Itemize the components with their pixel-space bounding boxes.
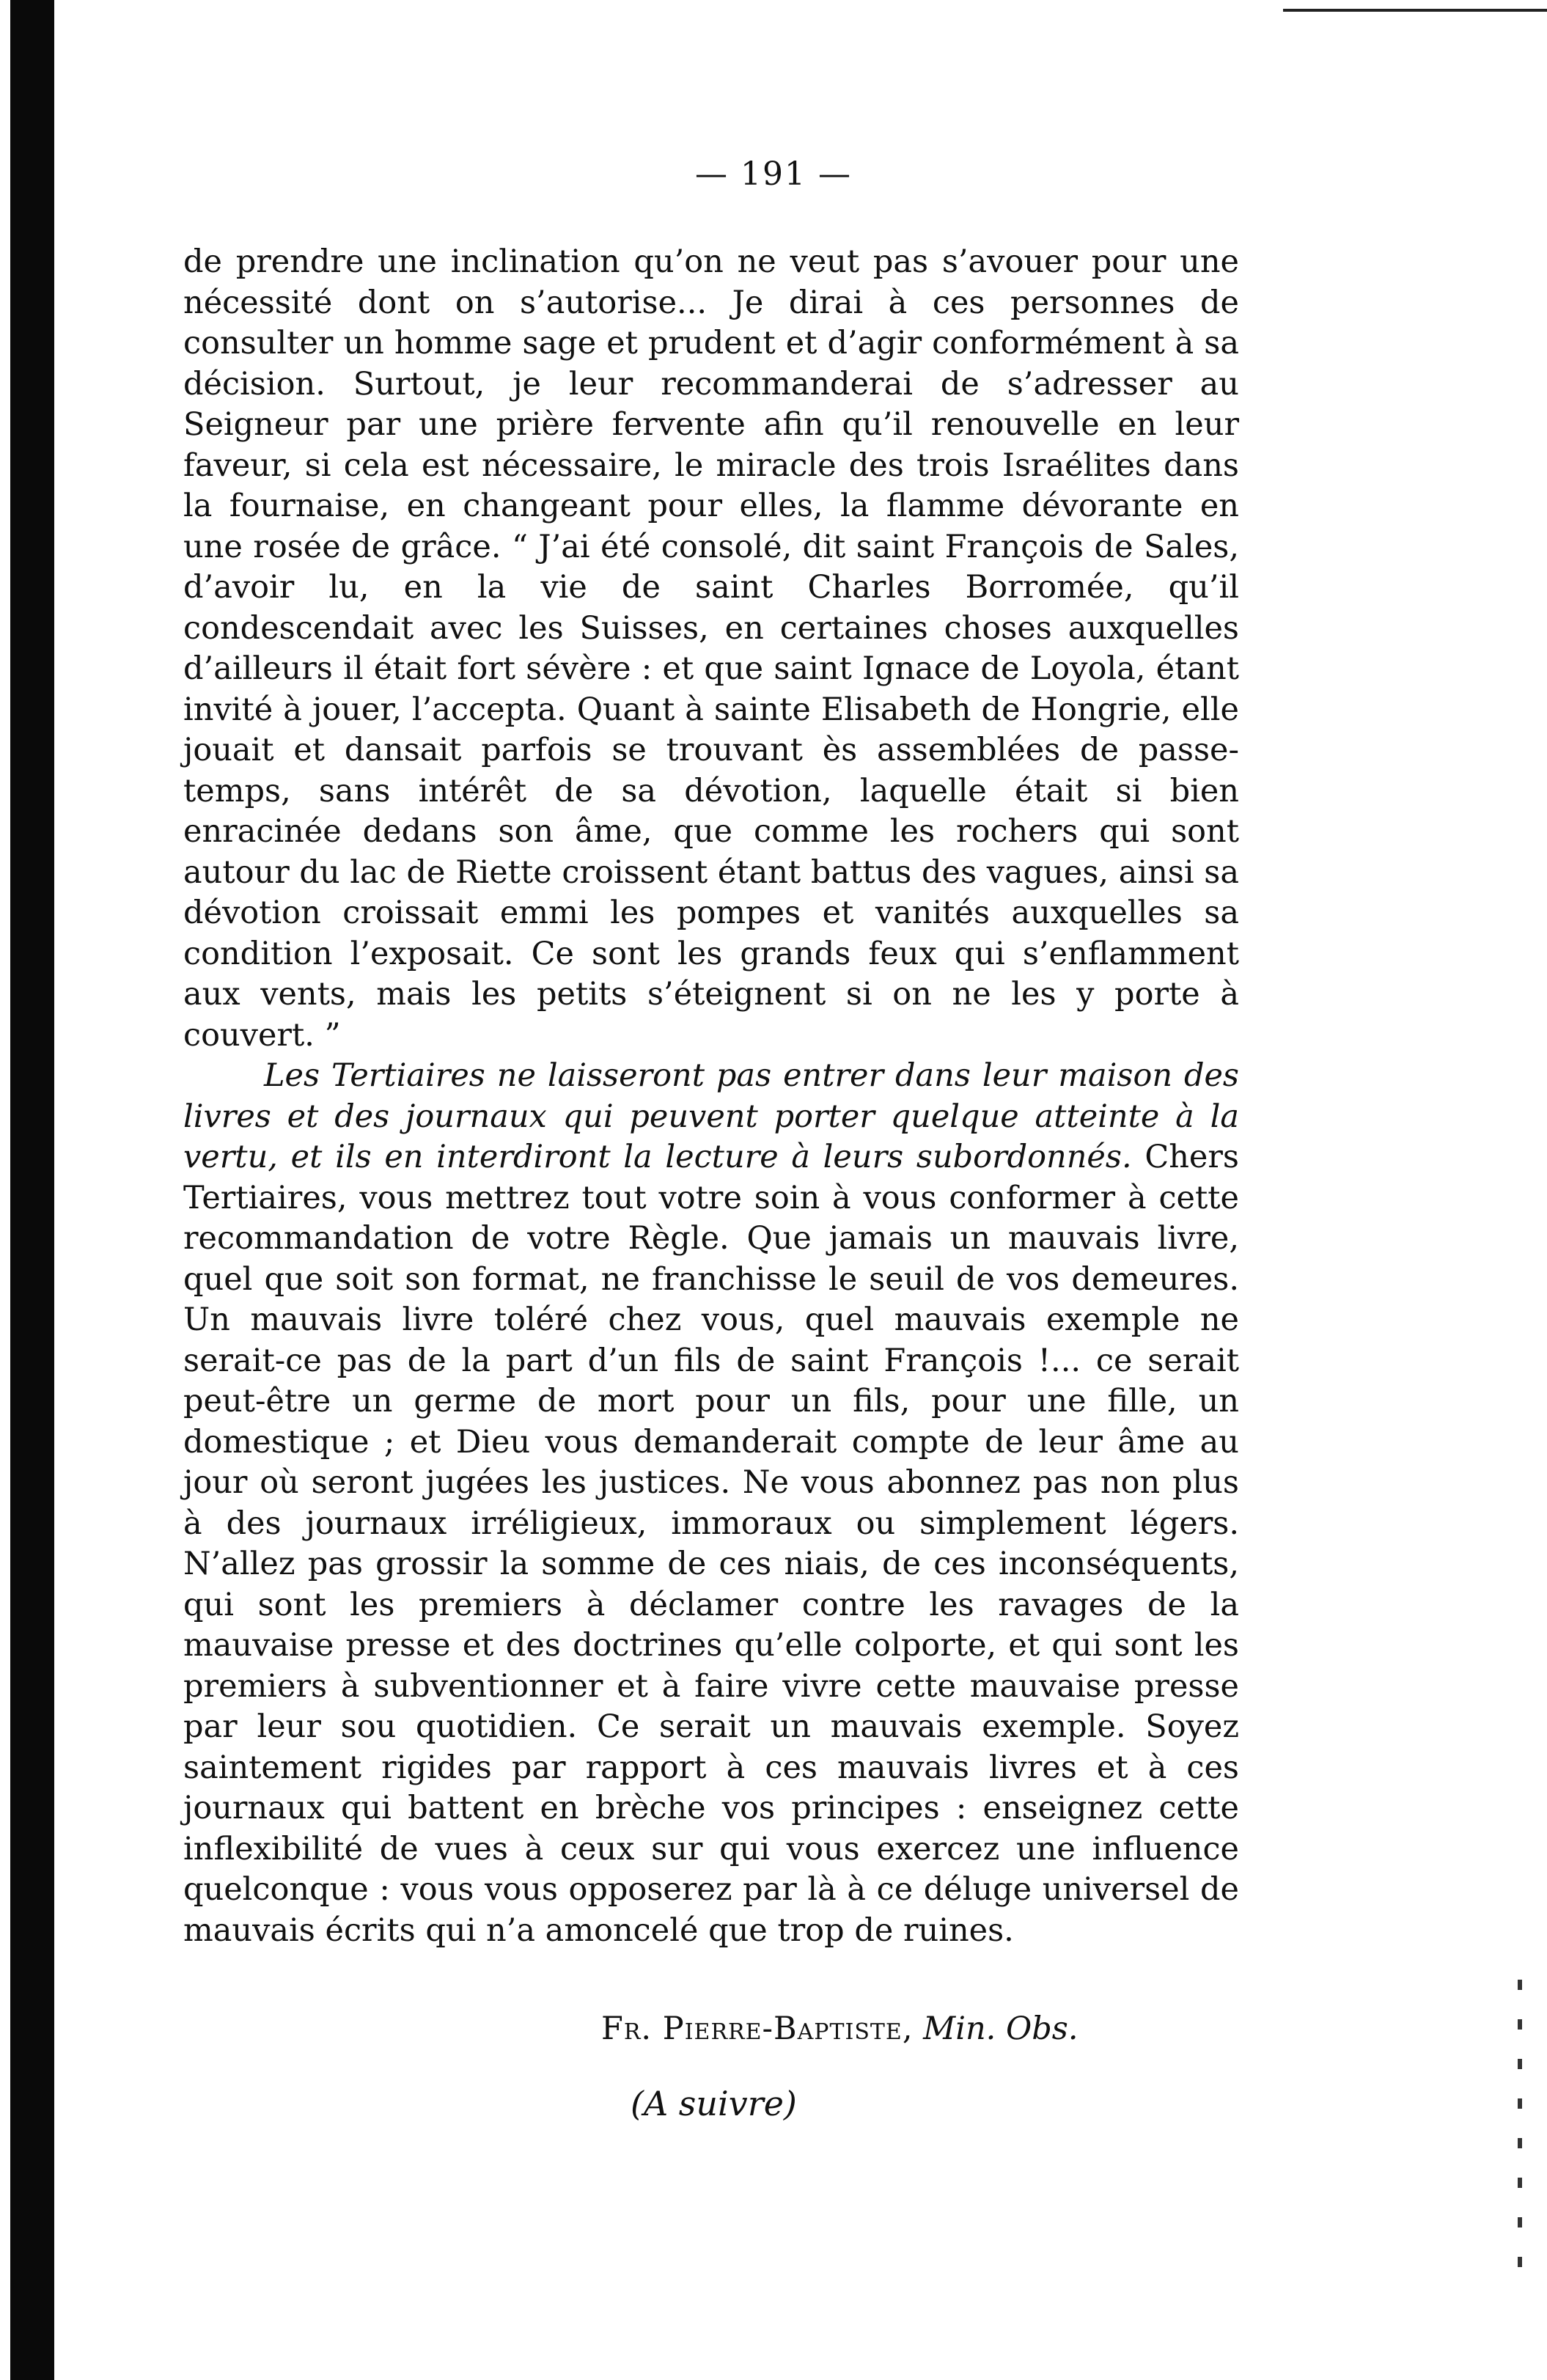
paragraph-tertiaires-text: Chers Tertiaires, vous mettrez tout votre soin à vous conformer à cette recommandation de votre Règle. Que jamais un mauvais livre, quel que soit son format, ne franchisse le seuil de vos demeures. Un mauvais livre toléré chez vous, quel mauvais exemple ne serait-ce pas de la part d’un fils de saint François !... ce serait peut-être un germe de mort pour un fils, pour une fille, un domestique ; et Dieu vous demanderait compte de leur âme au jour où seront jugées les justices. Ne vous abonnez pas non plus à des journaux irréligieux, immoraux ou simplement légers. N’allez pas grossir la somme de ces niais, de ces inconséquents, qui sont les premiers à déclamer contre les ravages de la mauvaise presse et des doctrines qu’elle colporte, et qui sont les premiers à subventionner et à faire vivre cette mauvaise presse par leur sou quotidien. Ce serait un mauvais exemple. Soyez saintement rigides par rapport à ces mauvais livres et à ces journaux qui battent en brèche vos principes : enseignez cette inflexibilité de vues à ceux sur qui vous exercez une influence quelconque : vous vous opposerez par là à ce déluge universel de mauvais écrits qui n’a amoncelé que trop de ruines. — [183, 1139, 1239, 1949]
top-rule — [1283, 9, 1547, 12]
binding-edge — [10, 0, 54, 2380]
paragraph-tertiaires — [183, 1056, 1239, 1951]
paragraph-continuation: de prendre une inclination qu’on ne veut pas s’avouer pour une nécessité dont on s’autorise... Je dirai à ces personnes de consulter un homme sage et prudent et d’agir conformément à sa décision. Surtout, je leur recommanderai de s’adresser au Seigneur par une prière fervente afin qu’il renouvelle en leur faveur, si cela est nécessaire, le miracle des trois Israélites dans la fournaise, en changeant pour elles, la flamme dévorante en une rosée de grâce. “ J’ai été consolé, dit saint François de Sales, d’avoir lu, en la vie de saint Charles Borromée, qu’il condescendait avec les Suisses, en certaines choses auxquelles d’ailleurs il était fort sévère : et que saint Ignace de Loyola, étant invité à jouer, l’accepta. Quant à sainte Elisabeth de Hongrie, elle jouait et dansait parfois se trouvant ès assemblées de passe-temps, sans intérêt de sa dévotion, laquelle était si bien enracinée dedans son âme, que comme les rochers qui sont autour du lac de Riette croissent étant battus des vagues, ainsi sa dévotion croissait emmi les pompes et vanités auxquelles sa condition l’exposait. Ce sont les grands feux qui s’enflamment aux vents, mais les petits s’éteignent si on ne les y porte à couvert. ” — [183, 243, 1239, 1054]
to-be-continued: (A suivre) — [631, 2084, 797, 2123]
rule-quote: Les Tertiaires ne laisseront pas entrer dans leur maison des livres et des journaux qui peuvent porter quelque atteinte à la vertu, et ils en interdiront la lecture à leurs subordonnés. — [183, 1057, 1239, 1175]
body-text — [183, 242, 1239, 1951]
signature-name: Fr. Pierre-Baptiste, — [601, 2010, 914, 2047]
scan-edge-marks — [1518, 1980, 1525, 2361]
page-number: — 191 — — [695, 155, 852, 193]
signature-order: Min. Obs. — [923, 2010, 1079, 2047]
signature — [601, 2010, 1079, 2047]
